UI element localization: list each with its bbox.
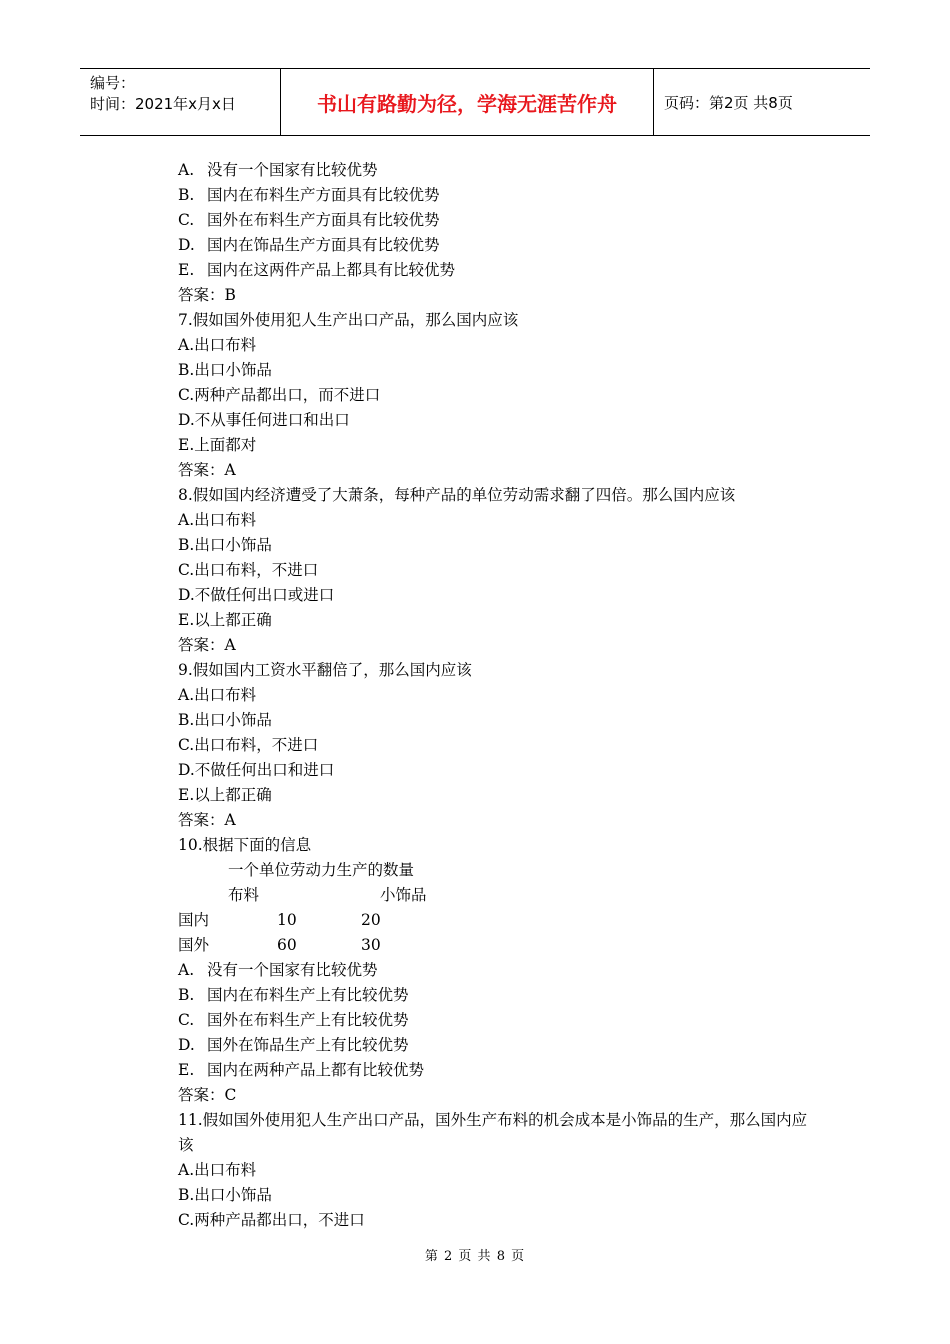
option-line: C. 国外在布料生产上有比较优势 [178,1011,409,1029]
header-motto: 书山有路勤为径，学海无涯苦作舟 [281,69,654,135]
option-line: D.不做任何出口或进口 [178,586,335,604]
time-label: 时间：2021年x月x日 [90,95,236,113]
option-line: B.出口小饰品 [178,711,272,729]
header-meta [80,69,281,135]
option-line: E. 国内在这两件产品上都具有比较优势 [178,261,456,279]
serial-label: 编号： [90,74,136,92]
option-line: B.出口小饰品 [178,361,272,379]
table-cell: 10 [277,911,297,929]
answer-line: 答案：C [178,1086,237,1104]
question-8: 8.假如国内经济遭受了大萧条，每种产品的单位劳动需求翻了四倍。那么国内应该 [178,486,736,504]
table-caption: 一个单位劳动力生产的数量 [228,861,415,879]
table-cell: 30 [361,936,381,954]
question-9: 9.假如国内工资水平翻倍了，那么国内应该 [178,661,472,679]
table-cell: 60 [277,936,297,954]
option-line: B. 国内在布料生产上有比较优势 [178,986,409,1004]
question-11: 11.假如国外使用犯人生产出口产品，国外生产布料的机会成本是小饰品的生产，那么国内应该 [178,1111,808,1154]
option-line: B.出口小饰品 [178,1186,272,1204]
option-line: A.出口布料 [178,511,257,529]
option-line: C.两种产品都出口，而不进口 [178,386,381,404]
option-line: E.上面都对 [178,436,257,454]
answer-line: 答案：A [178,461,236,479]
option-line: C.出口布料，不进口 [178,736,319,754]
table-cell: 20 [361,911,381,929]
option-line: E.以上都正确 [178,611,272,629]
header-page-info: 页码：第2页 共8页 [664,93,793,112]
document-body [178,158,818,1233]
option-line: D. 国内在饰品生产方面具有比较优势 [178,236,440,254]
option-line: A. 没有一个国家有比较优势 [178,161,378,179]
answer-line: 答案：B [178,286,236,304]
option-line: B.出口小饰品 [178,536,272,554]
option-line: A.出口布料 [178,336,257,354]
option-line: D.不从事任何进口和出口 [178,411,350,429]
table-col-trinket: 小饰品 [380,886,427,904]
option-line: C. 国外在布料生产方面具有比较优势 [178,211,440,229]
question-10: 10.根据下面的信息 [178,836,312,854]
option-line: D.不做任何出口和进口 [178,761,335,779]
option-line: A. 没有一个国家有比较优势 [178,961,378,979]
option-line: E.以上都正确 [178,786,272,804]
option-line: E. 国内在两种产品上都有比较优势 [178,1061,425,1079]
option-line: C.两种产品都出口，不进口 [178,1211,365,1229]
answer-line: 答案：A [178,636,236,654]
option-line: C.出口布料，不进口 [178,561,319,579]
option-line: B. 国内在布料生产方面具有比较优势 [178,186,440,204]
table-row-label: 国外 [178,936,210,954]
option-line: A.出口布料 [178,1161,257,1179]
answer-line: 答案：A [178,811,236,829]
table-row-label: 国内 [178,911,210,929]
labor-table [178,858,818,958]
page-header [80,68,870,136]
table-col-cloth: 布料 [228,886,260,904]
option-line: A.出口布料 [178,686,257,704]
question-7: 7.假如国外使用犯人生产出口产品，那么国内应该 [178,311,519,329]
option-line: D. 国外在饰品生产上有比较优势 [178,1036,409,1054]
page-footer: 第 2 页 共 8 页 [424,1249,526,1264]
